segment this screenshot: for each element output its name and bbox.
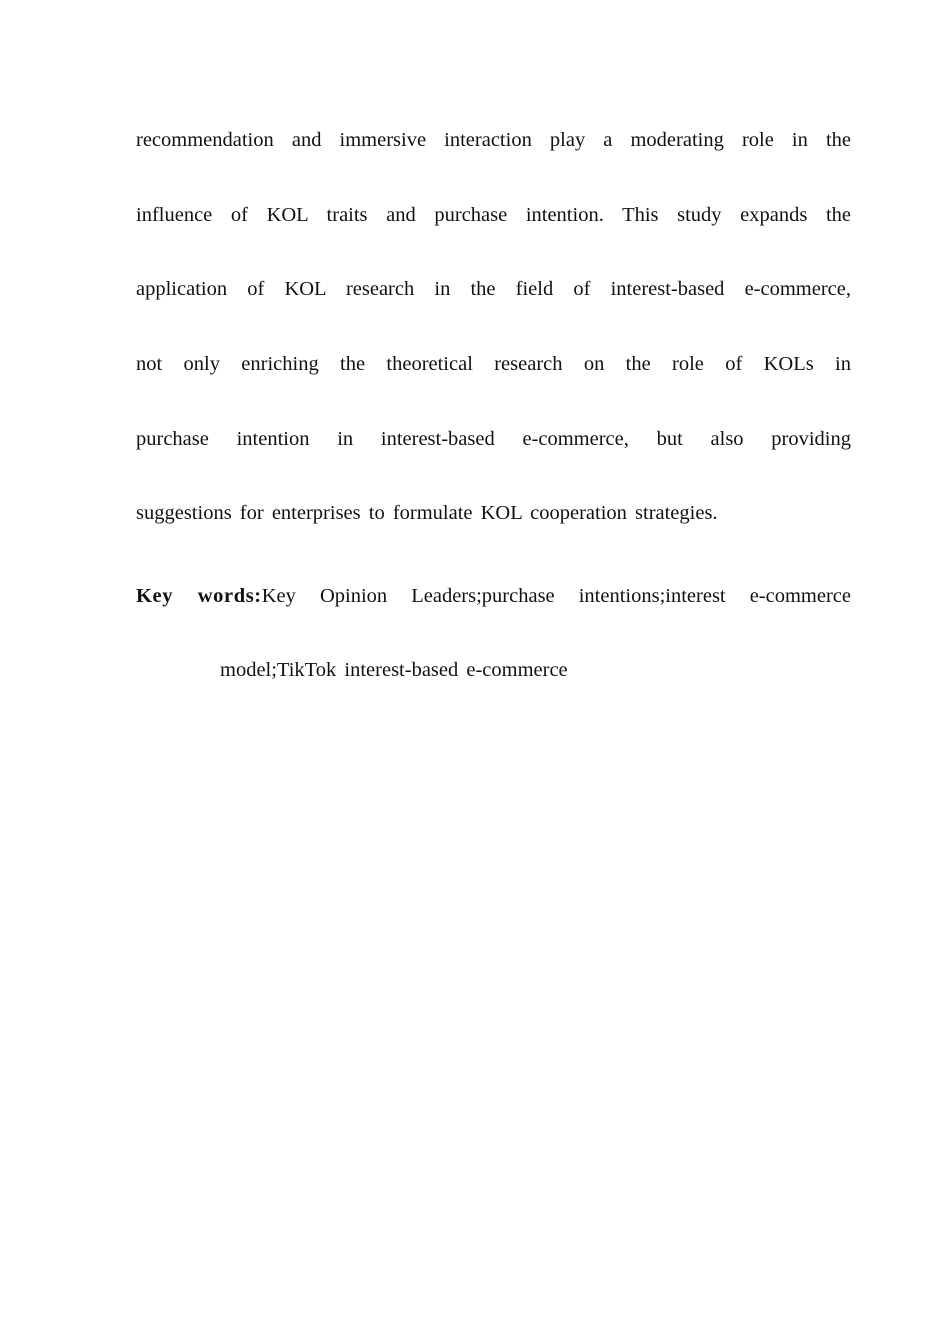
abstract-line: not only enriching the theoretical research on the role of KOLs in — [136, 353, 851, 375]
abstract-line: suggestions for enterprises to formulate KOL cooperation strategies. — [136, 502, 718, 524]
abstract-line: influence of KOL traits and purchase intention. This study expands the — [136, 204, 851, 226]
keywords-line — [136, 582, 851, 610]
abstract-line: application of KOL research in the field of interest-based e-commerce, — [136, 278, 851, 300]
keywords-text: Key Opinion Leaders;purchase intentions;interest e-commerce — [261, 585, 851, 607]
keywords-label: Key words: — [136, 585, 262, 607]
abstract-line: purchase intention in interest-based e-commerce, but also providing — [136, 428, 851, 450]
keywords-continuation: model;TikTok interest-based e-commerce — [220, 659, 568, 681]
abstract-line: recommendation and immersive interaction play a moderating role in the — [136, 129, 851, 151]
